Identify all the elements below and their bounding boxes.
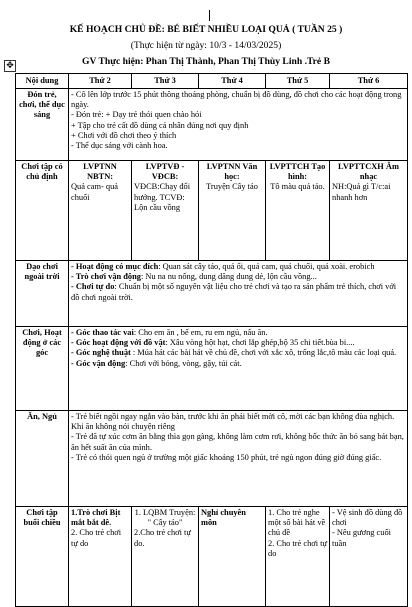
date-range: (Thực hiện từ ngày: 10/3 - 14/03/2025) <box>130 40 282 51</box>
subject-content: Tô màu quả táo. <box>270 182 325 192</box>
day-cell <box>330 507 408 607</box>
subject-title: LVPTNN Văn học: <box>206 162 258 182</box>
day-cell <box>199 161 266 261</box>
day-cell <box>132 161 199 261</box>
item-heading: - Trò chơi vận động <box>71 272 141 282</box>
teachers-line: GV Thực hiện: Phan Thị Thành, Phan Thị Thùy Linh .Trẻ B <box>82 56 330 67</box>
row-content <box>69 327 408 411</box>
day-cell <box>199 507 266 607</box>
item-text: : Chuẩn bị một số nguyên vật liệu cho trẻ chơi và tạo ra sản phẩm trẻ thích, chơi với đồ chơi ngoài trời. <box>71 282 397 302</box>
column-header: Thứ 2 <box>69 74 132 89</box>
content-line: - Đón trẻ: + Dạy trẻ thói quen chào hỏi <box>71 110 202 120</box>
day-cell <box>330 161 408 261</box>
afternoon-line: 1. Cho trẻ nghe một số bài hát về chủ đề <box>268 508 326 538</box>
column-header: Thứ 3 <box>132 74 199 89</box>
subject-title: LVPTTCXH Âm nhạc <box>338 162 399 182</box>
row-label: Đón trẻ, chơi, thể dục sáng <box>16 89 69 161</box>
content-line <box>71 359 405 369</box>
row-content <box>69 411 408 507</box>
content-line: - Trẻ có thói quen ngủ ở trường một giấc khoảng 150 phút, trẻ ngủ ngon đúng giờ đúng giấc. <box>71 452 382 462</box>
table-row <box>16 327 408 411</box>
afternoon-line: 1. LQBM Truyện: " Cây táo" <box>134 508 196 528</box>
content-line <box>71 328 405 338</box>
row-label: Ăn, Ngủ <box>16 411 69 507</box>
afternoon-line: Nghỉ chuyên môn <box>201 508 246 528</box>
content-line: + Tập cho trẻ cất đồ dùng cá nhân đúng nơi quy định <box>71 120 249 130</box>
subject-title: LVPTNN NBTN: <box>83 162 117 182</box>
row-label: Chơi, Hoạt động ở các góc <box>16 327 69 411</box>
content-line <box>71 348 405 358</box>
page-title: KẾ HOẠCH CHỦ ĐỀ: BÉ BIẾT NHIỀU LOẠI QUẢ ( TUẦN 25 ) <box>69 24 343 35</box>
row-content <box>69 89 408 161</box>
day-cell <box>266 507 330 607</box>
content-line: - Trẻ đã tự xúc cơm ăn bằng thìa gọn gàng, không làm cơm rơi, không bốc thức ăn bỏ sang bát bạn, ăn hết suất ăn của mình. <box>71 432 404 452</box>
afternoon-line: 1.Trò chơi Bịt mắt bắt dê. <box>71 508 121 528</box>
content-line: - Cô lên lớp trước 15 phút thông thoáng phòng, chuẩn bị đồ dùng, đồ chơi cho các hoạt động trong ngày. <box>71 90 402 110</box>
item-text: : Quan sát cây táo, quả ổi, quả cam, quả chuối, quả xoài. erobich <box>158 262 375 271</box>
text-cursor <box>209 10 210 21</box>
column-header: Thứ 6 <box>330 74 408 89</box>
table-row <box>16 261 408 327</box>
table-header-row <box>16 74 408 89</box>
afternoon-line: 2. Cho trẻ chơi tự do <box>268 538 327 558</box>
afternoon-line: 2.Cho trẻ chơi tự do. <box>134 528 191 548</box>
subject-content: NH:Quả gì T/c:ai nhanh hơn <box>332 182 391 202</box>
day-cell <box>69 161 132 261</box>
content-line <box>71 272 405 282</box>
content-line <box>71 262 405 272</box>
content-line <box>71 338 405 348</box>
column-header: Nội dung <box>16 74 69 89</box>
subject-title: LVPTTCH Tạo hình: <box>269 162 326 182</box>
table-row <box>16 89 408 161</box>
item-text: : Chơi với bóng, vòng, gậy, túi cát. <box>125 358 242 368</box>
item-text: : Xâu vòng hột hạt, chơi lắp ghép,bộ 35 chi tiết.bùa bi.... <box>165 338 355 348</box>
table-row <box>16 161 408 261</box>
subject-content: Truyện Cây táo <box>206 182 258 192</box>
item-heading: - Góc vận động <box>71 358 126 368</box>
table-row <box>16 507 408 607</box>
afternoon-line: 2. Cho trẻ chơi tự do <box>71 528 122 548</box>
row-label: Dạo chơi ngoài trời <box>16 261 69 327</box>
subject-content: VĐCB:Chạy đổi hướng. TCVĐ: Lộn cầu vồng <box>134 182 191 212</box>
column-header: Thứ 5 <box>266 74 330 89</box>
item-text: : Nu na nu nống, dung dăng dung dẻ, lộn cầu vồng... <box>140 272 317 282</box>
content-line: + Chơi với đồ chơi theo ý thích <box>71 130 177 140</box>
weekly-plan-table <box>15 73 408 607</box>
column-header: Thứ 4 <box>199 74 266 89</box>
day-cell <box>69 507 132 607</box>
day-cell <box>266 161 330 261</box>
content-line: - Trẻ biết ngồi ngay ngắn vào bàn, trước khi ăn phải biết mời cô, mời các bạn không đùa nghịch. Khi ăn không nói chuyện riêng <box>71 412 395 432</box>
row-label: Chơi tập buổi chiều <box>16 507 69 607</box>
row-label: Chơi tập có chủ định <box>16 161 69 261</box>
table-move-handle-icon[interactable]: ✥ <box>4 60 16 72</box>
item-text: : Cho em ăn , bế em, ru em ngủ, nấu ăn. <box>133 328 268 337</box>
row-content <box>69 261 408 327</box>
subject-title: LVPTVĐ -VĐCB: <box>145 162 185 182</box>
item-heading: - Hoạt động có mục đích <box>71 262 159 271</box>
item-heading: - Chơi tự do <box>71 282 115 292</box>
afternoon-line: - Vệ sinh đồ dùng đồ chơi <box>332 508 403 528</box>
item-heading: - Góc thao tác vai <box>71 328 134 337</box>
item-heading: - Góc nghệ thuật <box>71 348 131 358</box>
table-row <box>16 411 408 507</box>
subject-content: Quả cam- quả chuối <box>71 182 118 202</box>
item-text: : Múa hát các bài hát về chủ đề, chơi với xắc xô, trống lắc,tô màu các loại quả. <box>130 348 397 358</box>
content-line <box>71 282 405 302</box>
afternoon-line: - Nêu gương cuối tuần <box>332 528 391 548</box>
day-cell <box>132 507 199 607</box>
item-heading: - Góc hoạt động với đồ vật <box>71 338 166 348</box>
content-line: - Thể dục sáng với cành hoa. <box>71 141 168 151</box>
